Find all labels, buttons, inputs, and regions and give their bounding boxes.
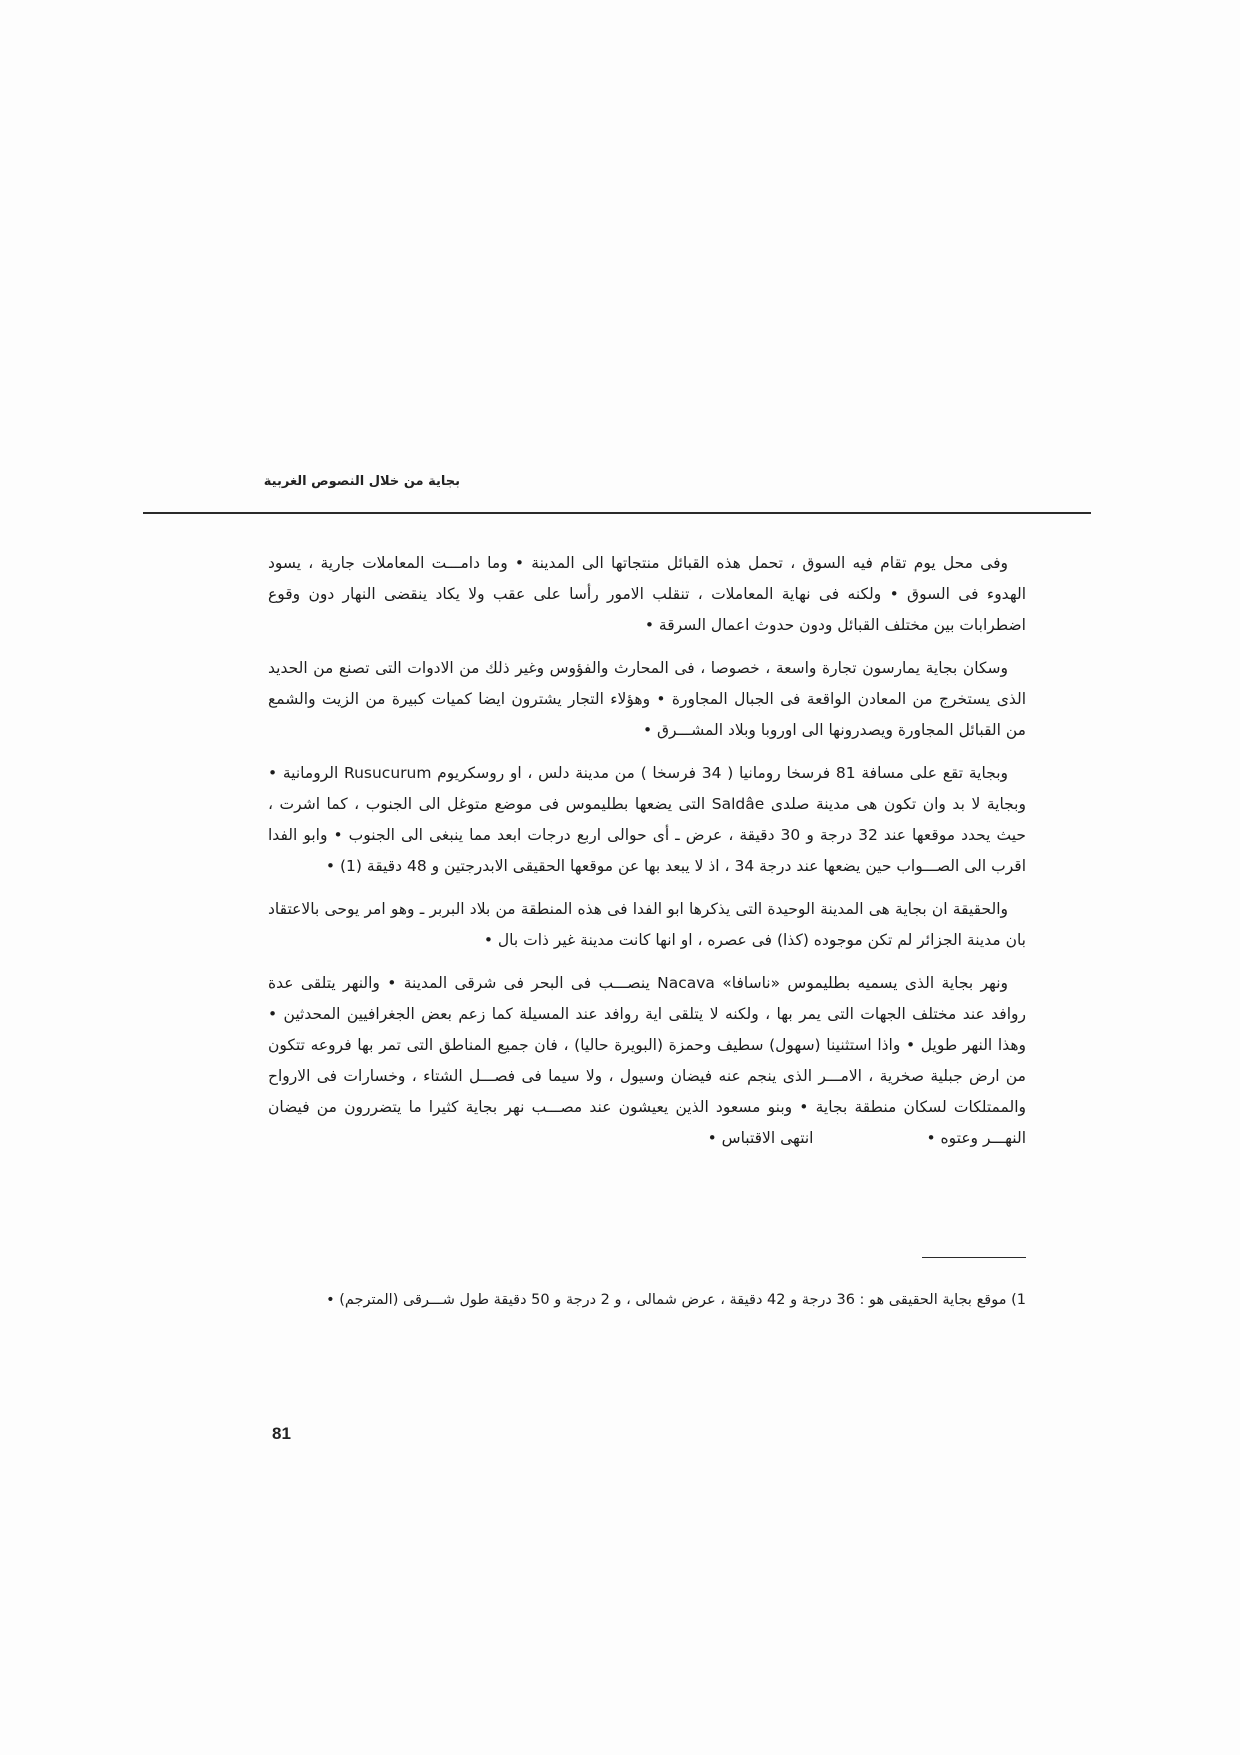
paragraph-5 <box>268 968 1026 1154</box>
paragraph-5-text: ونهر بجاية الذى يسميه بطليموس «ناسافا» Nacava ينصـــب فى البحر فى شرقى المدينة • والنهر يتلقى عدة روافد عند مختلف الجهات التى يمر بها ، ولكنه لا يتلقى اية روافد عند المسيلة كما زعم بعض الجغرافيين المحدثين • وهذا النهر طويل • واذا استثنينا (سهول) سطيف وحمزة (البويرة حاليا) ، فان جميع المناطق التى تمر بها فروعه تتكون من ارض جبلية صخرية ، الامـــر الذى ينجم عنه فيضان وسيول ، ولا سيما فى فصـــل الشتاء ، وخسارات فى الارواح والممتلكات لسكان منطقة بجاية • وبنو مسعود الذين يعيشون عند مصـــب نهر بجاية كثيرا ما يتضررون من فيضان النهـــر وعتوه • <box>268 974 1026 1147</box>
paragraph-4: والحقيقة ان بجاية هى المدينة الوحيدة التى يذكرها ابو الفدا فى هذه المنطقة من بلاد البربر ـ وهو امر يوحى بالاعتقاد بان مدينة الجزائر لم تكن موجوده (كذا) فى عصره ، او انها كانت مدينة غير ذات بال • <box>268 900 1026 949</box>
header-rule <box>143 512 1091 514</box>
running-header-title: بجاية من خلال النصوص الغربية <box>263 474 460 489</box>
body-text <box>268 548 1026 1154</box>
quote-end-note: انتهى الاقتباس • <box>707 1129 814 1147</box>
paragraph-3: وبجاية تقع على مسافة 81 فرسخا رومانيا ( 34 فرسخا ) من مدينة دلس ، او روسكريوم Rusucurum الرومانية • وبجاية لا بد وان تكون هى مدينة صلدى Saldâe التى يضعها بطليموس فى موضع متوغل الى الجنوب ، كما اشرت ، حيث يحدد موقعها عند 32 درجة و 30 دقيقة ، عرض ـ أى حوالى اربع درجات ابعد مما ينبغى الى الجنوب • وابو الفدا اقرب الى الصـــواب حين يضعها عند درجة 34 ، اذ لا يبعد بها عن موقعها الحقيقى الابدرجتين و 48 دقيقة (1) • <box>268 764 1026 875</box>
footnote-rule <box>922 1257 1026 1258</box>
paragraph-2: وسكان بجاية يمارسون تجارة واسعة ، خصوصا ، فى المحارث والفؤوس وغير ذلك من الادوات التى تصنع من الحديد الذى يستخرج من المعادن الواقعة فى الجبال المجاورة • وهؤلاء التجار يشترون ايضا كميات كبيرة من الزيت والشمع من القبائل المجاورة ويصدرونها الى اوروبا وبلاد المشـــرق • <box>268 659 1026 739</box>
footnote <box>268 1285 1026 1315</box>
footnote-text: 1) موقع بجاية الحقيقى هو : 36 درجة و 42 دقيقة ، عرض شمالى ، و 2 درجة و 50 دقيقة طول شـــرقى (المترجم) • <box>326 1292 1026 1308</box>
paragraph-1: وفى محل يوم تقام فيه السوق ، تحمل هذه القبائل منتجاتها الى المدينة • وما دامـــت المعاملات جارية ، يسود الهدوء فى السوق • ولكنه فى نهاية المعاملات ، تنقلب الامور رأسا على عقب ولا يكاد ينقضى النهار دون وقوع اضطرابات بين مختلف القبائل ودون حدوث اعمال السرقة • <box>268 554 1026 634</box>
page-number: 81 <box>272 1424 291 1443</box>
